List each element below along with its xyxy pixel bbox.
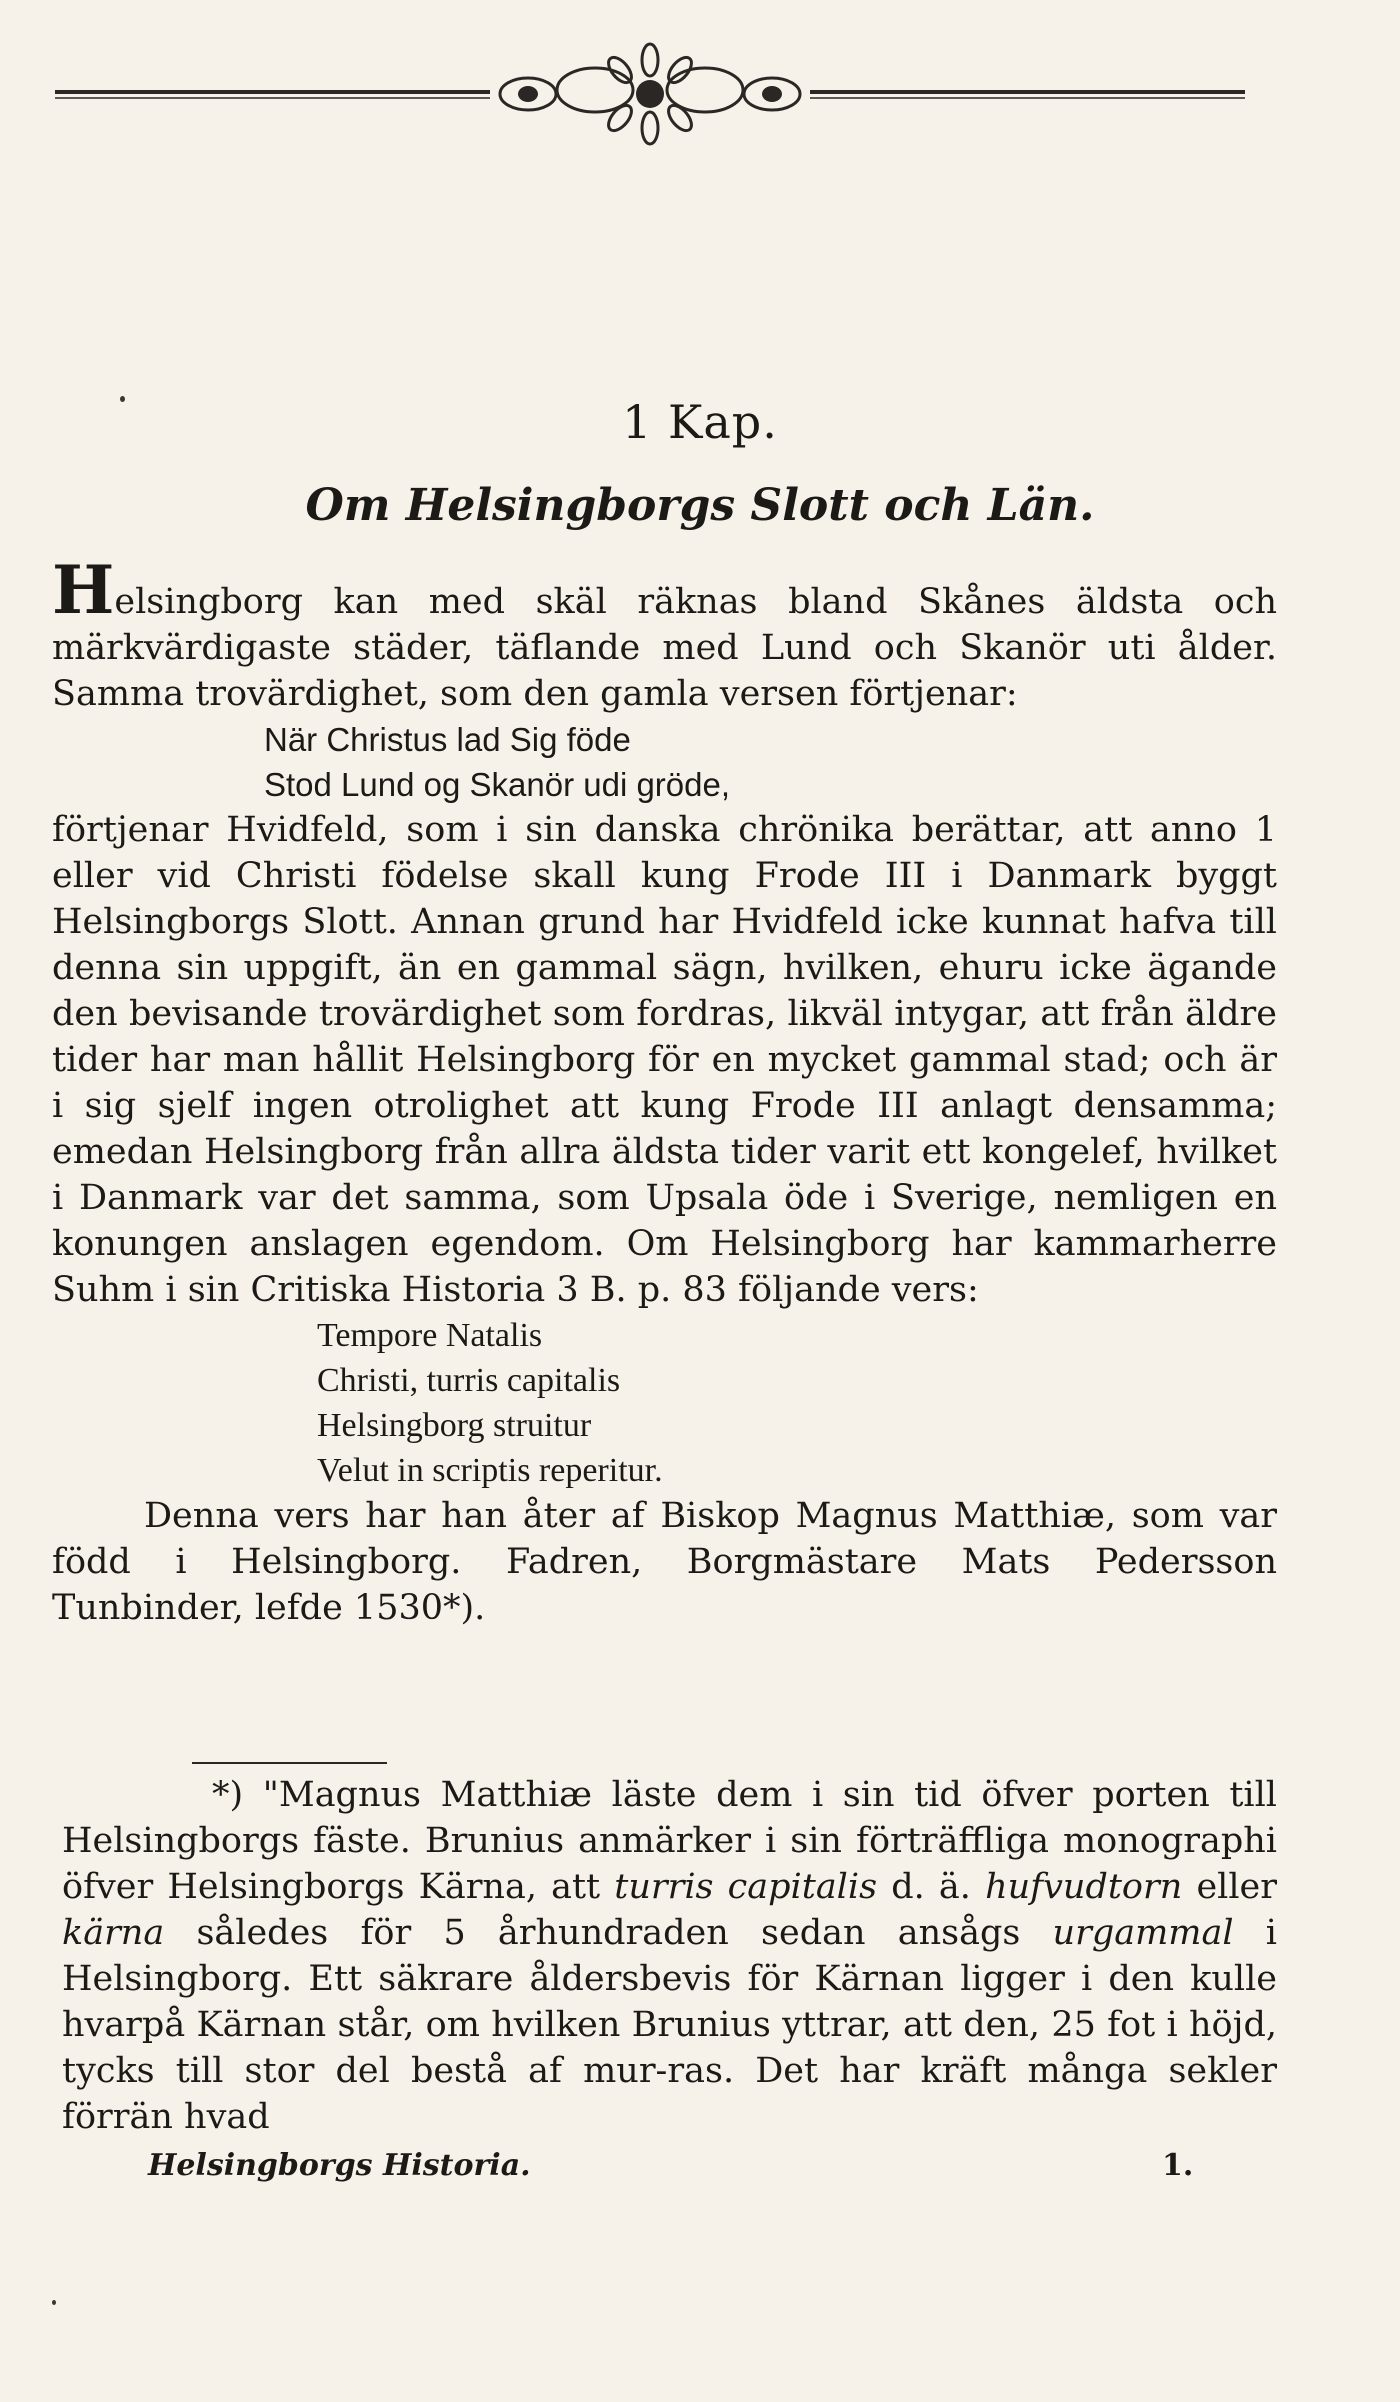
- footnote-text-5: i Helsingborg. Ett säkrare åldersbevis för Kärnan ligger i den kulle hvarpå Kärnan står, om hvilken Brunius yttrar, att den, 25 fot i höjd, tycks till stor del bestå af mur-ras. Det har kräft många sekler förrän hvad: [62, 1913, 1277, 2137]
- chapter-number: 1 Kap.: [622, 395, 778, 449]
- footnote-text-2: d. ä.: [891, 1867, 971, 1907]
- verse-1-line-2: Stod Lund og Skanör udi gröde,: [264, 766, 731, 803]
- verse-2-line-1: Tempore Natalis: [317, 1317, 543, 1354]
- chapter-title: Om Helsingborgs Slott och Län.: [305, 480, 1095, 531]
- verse-1-line-1: När Christus lad Sig föde: [264, 721, 631, 758]
- drop-cap: H: [52, 551, 115, 629]
- ink-speck: [120, 396, 125, 402]
- footnote-text-4: således för 5 århundraden sedan ansågs: [196, 1913, 1021, 1953]
- paragraph-2: förtjenar Hvidfeld, som i sin danska chrönika berättar, att anno 1 eller vid Christi födelse skall kung Frode III i Danmark byggt Helsingborgs Slott. Annan grund har Hvidfeld icke kunnat hafva till denna sin uppgift, än en gammal sägn, hvilken, ehuru icke ägande den bevisande trovärdighet som fordras, likväl intygar, att från äldre tider har man hållit Helsingborg för en mycket gammal stad; och är i sig sjelf ingen otrolighet att kung Frode III anlagt densamma; emedan Helsingborg från allra äldsta tider varit ett kongelef, hvilket i Danmark var det samma, som Upsala öde i Sverige, nemligen en konungen anslagen egendom. Om Helsingborg har kammarherre Suhm i sin Critiska Historia 3 B. p. 83 följande vers:: [52, 810, 1277, 1310]
- ink-speck: [52, 2300, 56, 2305]
- main-text: [52, 551, 1277, 1631]
- footnote-text-3: eller: [1196, 1867, 1277, 1907]
- footnote-divider: [192, 1762, 387, 1764]
- decorative-ornament: [50, 40, 1250, 150]
- footnote-term-karna: kärna: [62, 1913, 165, 1953]
- running-title: Helsingborgs Historia.: [148, 2148, 531, 2183]
- footnote-text-1: *) "Magnus Matthiæ läste dem i sin tid öfver porten till Helsingborgs fäste. Brunius anmärker i sin förträffliga monographi öfver Helsingborgs Kärna, att: [62, 1775, 1277, 1907]
- signature-mark: 1.: [1162, 2148, 1194, 2183]
- footnote: [62, 1772, 1277, 2140]
- verse-2-line-2: Christi, turris capitalis: [317, 1362, 621, 1399]
- paragraph-1: [52, 551, 1277, 717]
- footnote-term-urgammal: urgammal: [1052, 1913, 1234, 1953]
- paragraph-3: Denna vers har han åter af Biskop Magnus Matthiæ, som var född i Helsingborg. Fadren, Borgmästare Mats Pedersson Tunbinder, lefde 1530*).: [52, 1496, 1277, 1628]
- verse-2-line-4: Velut in scriptis reperitur.: [317, 1452, 663, 1489]
- verse-2-line-3: Helsingborg struitur: [317, 1407, 592, 1444]
- footnote-term-hufvudtorn: hufvudtorn: [985, 1867, 1183, 1907]
- footnote-term-turris: turris capitalis: [614, 1867, 878, 1907]
- paragraph-1-text: elsingborg kan med skäl räknas bland Skånes äldsta och märkvärdigaste städer, täflande med Lund och Skanör uti ålder. Samma trovärdighet, som den gamla versen förtjenar:: [52, 582, 1277, 714]
